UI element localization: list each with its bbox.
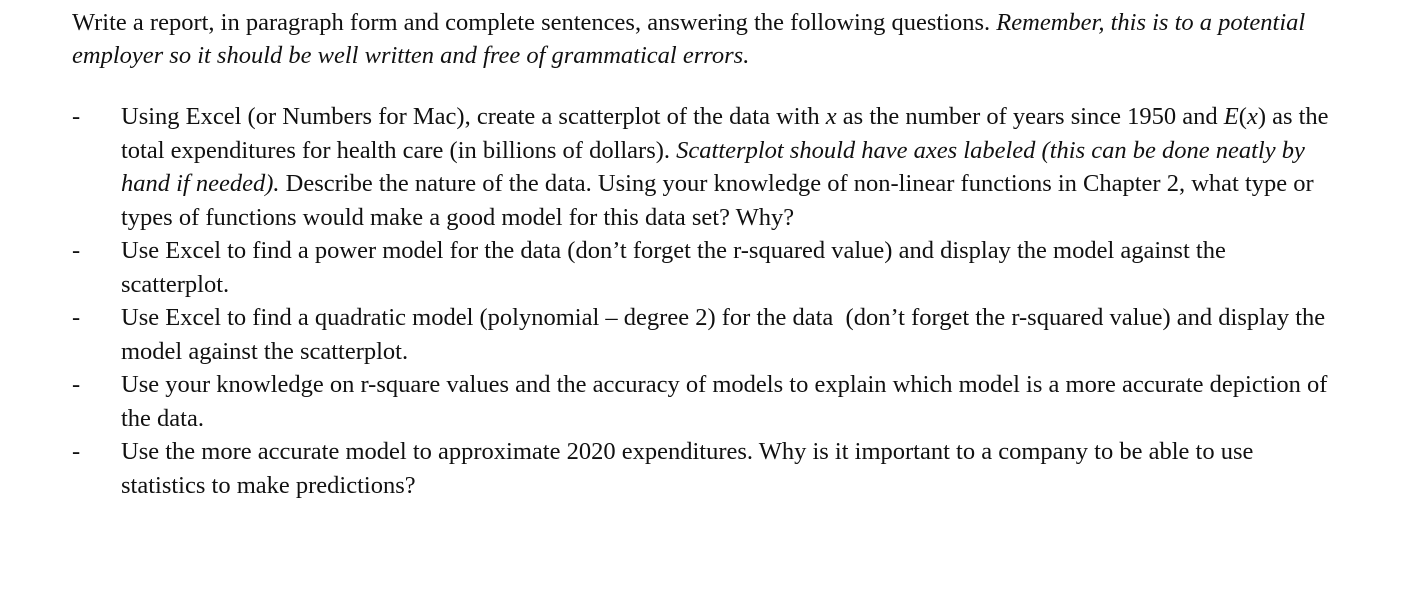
question-text: Use the more accurate model to approximate 2020 expenditures. Why is it important to a company to be able to use statistics to make predictions?	[121, 438, 1254, 499]
question-text: Use Excel to find a power model for the data (don’t forget the r-squared value) and display the model against the scatterplot.	[121, 237, 1226, 298]
bullet-dash: -	[72, 304, 81, 331]
question-text: Use your knowledge on r-square values and the accuracy of models to explain which model is a more accurate depiction of the data.	[121, 371, 1328, 432]
question-item	[0, 435, 1331, 502]
question-item	[0, 234, 1331, 301]
bullet-dash: -	[72, 371, 81, 398]
instructions-text: Write a report, in paragraph form and complete sentences, answering the following questions.	[72, 9, 997, 36]
instructions-paragraph	[72, 6, 1362, 72]
question-text: Use Excel to find a quadratic model (polynomial – degree 2) for the data (don’t forget the r-squared value) and display the model against the scatterplot.	[121, 304, 1332, 365]
question-item	[0, 100, 1331, 234]
question-item	[0, 301, 1331, 368]
bullet-dash: -	[72, 103, 81, 130]
instructions-emphasis: Remember, this is to a potential employer so it should be well written and free of grammatical errors.	[72, 9, 1306, 69]
question-item	[0, 368, 1331, 435]
question-list	[0, 100, 1416, 502]
question-text: Using Excel (or Numbers for Mac), create a scatterplot of the data with x as the number of years since 1950 and E(x) as the total expenditures for health care (in billions of dollars). Scatterplot should have axes labeled (this can be done neatly by hand if needed). Describe the nature of the data. Using your knowledge of non-linear functions in Chapter 2, what type or types of functions would make a good model for this data set? Why?	[121, 103, 1329, 231]
bullet-dash: -	[72, 438, 81, 465]
bullet-dash: -	[72, 237, 81, 264]
